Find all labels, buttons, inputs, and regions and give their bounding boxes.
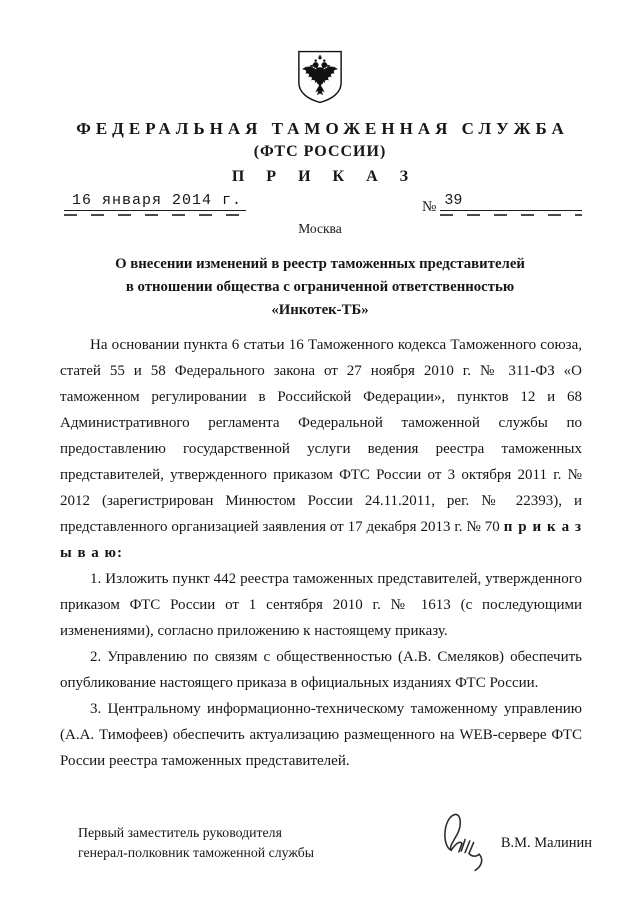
signature-block [0,810,640,877]
russia-coat-of-arms-icon [296,50,344,109]
decree-word: п р и к а з ы в а ю: [60,518,582,561]
date-dashed-rule [64,214,246,216]
org-name: ФЕДЕРАЛЬНАЯ ТАМОЖЕННАЯ СЛУЖБА [76,119,569,138]
signer-name: В.М. Малинин [500,834,592,851]
number-field: 39 [440,192,582,211]
document-body [0,322,640,774]
document-title-line1: О внесении изменений в реестр таможенных представителей [115,256,525,272]
signer-position-line1: Первый заместитель руководителя [78,825,282,841]
document-type: П Р И К А З [231,168,418,185]
number-label: № [422,199,437,215]
signature-autograph-icon [433,810,491,877]
document-title-line3: «Инкотек-ТБ» [271,301,369,318]
number-line [440,192,582,216]
org-abbreviation: (ФТС РОССИИ) [253,143,387,160]
number-dashed-rule [440,214,582,216]
signer-position [78,823,314,863]
document-title [0,253,640,322]
number-block [422,192,582,216]
order-item-1: 1. Изложить пункт 442 реестра таможенных представителей, утвержденного приказом ФТС России от 1 сентября 2010 г. № 1613 (с последующими изменениями), согласно приложению к настоящему приказу. [60,570,582,639]
intro-text: На основании пункта 6 статьи 16 Таможенного кодекса Таможенного союза, статей 55 и 58 Федерального закона от 27 ноября 2010 г. № 311-ФЗ «О таможенном регулировании в Российской Федерации», пунктов 12 и 68 Административного регламента Федеральной таможенной службы по предоставлению государственной услуги ведения реестра таможенных представителей, утвержденного приказом ФТС России от 3 октября 2011 г. № 2012 (зарегистрирован Минюстом России 24.11.2011, рег. № 22393), и представленного организацией заявления от 17 декабря 2013 г. № 70 [60,336,582,535]
document-title-line2: в отношении общества с ограниченной ответственностью [125,278,515,295]
city-label: Москва [298,221,342,236]
date-field: 16 января 2014 г. [64,192,246,211]
order-item-2: 2. Управлению по связям с общественностью (А.В. Смеляков) обеспечить опубликование настоящего приказа в официальных изданиях ФТС России. [60,648,582,691]
signer-position-line2: генерал-полковник таможенной службы [78,845,314,861]
intro-paragraph [60,332,582,566]
date-block [64,192,246,216]
meta-row [0,186,640,216]
order-item-3: 3. Центральному информационно-техническому таможенному управлению (А.А. Тимофеев) обеспечить актуализацию размещенного на WEB-сервере ФТС России реестра таможенных представителей. [60,700,582,769]
